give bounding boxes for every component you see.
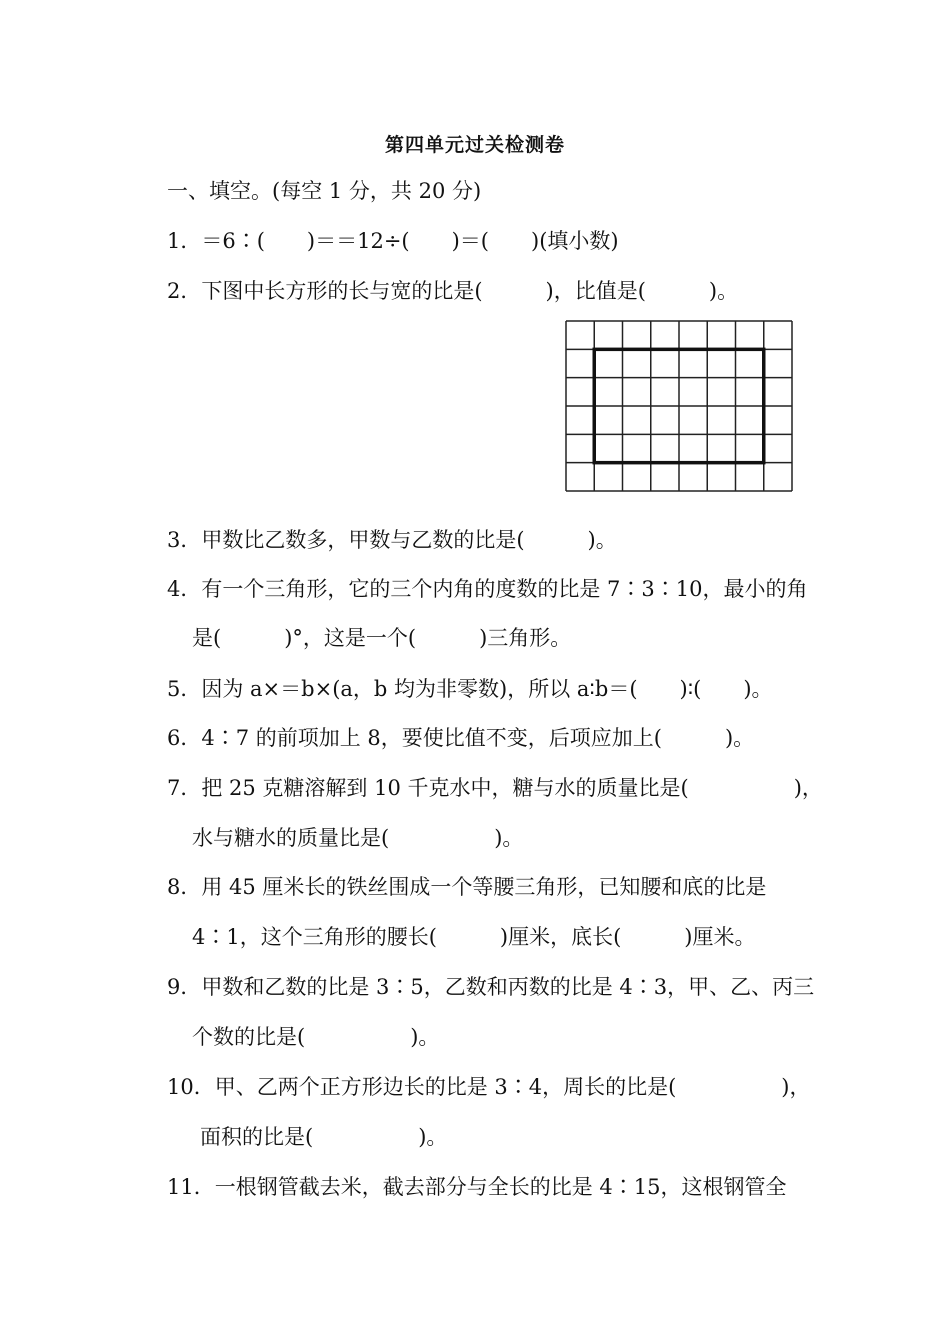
question-10-line-1: 10．甲、乙两个正方形边长的比是 3∶4，周长的比是( )，: [167, 1075, 811, 1099]
question-4-line-2: 是( )°，这是一个( )三角形。: [192, 626, 572, 650]
question-7-line-1: 7．把 25 克糖溶解到 10 千克水中，糖与水的质量比是( )，: [167, 776, 823, 800]
question-9-line-1: 9．甲数和乙数的比是 3∶5，乙数和丙数的比是 4∶3，甲、乙、丙三: [167, 975, 815, 999]
question-4-line-1: 4．有一个三角形，它的三个内角的度数的比是 7∶3∶10，最小的角: [167, 577, 808, 601]
grid-figure: [565, 320, 793, 492]
question-6: 6．4∶7 的前项加上 8，要使比值不变，后项应加上( )。: [167, 726, 755, 750]
question-8-line-1: 8．用 45 厘米长的铁丝围成一个等腰三角形，已知腰和底的比是: [167, 875, 767, 899]
question-7-line-2: 水与糖水的质量比是( )。: [192, 826, 524, 850]
question-10-line-2: 面积的比是( )。: [200, 1125, 448, 1149]
question-11-line-1: 11．一根钢管截去米，截去部分与全长的比是 4∶15，这根钢管全: [167, 1175, 787, 1199]
question-2: 2．下图中长方形的长与宽的比是( )，比值是( )。: [167, 279, 739, 303]
question-8-line-2: 4∶1，这个三角形的腰长( )厘米，底长( )厘米。: [192, 925, 756, 949]
question-5: 5．因为 a×＝b×(a，b 均为非零数)，所以 a∶b＝( )∶( )。: [167, 677, 773, 701]
question-1: 1．＝6∶( )＝＝12÷( )＝( )(填小数): [167, 229, 619, 253]
question-3: 3．甲数比乙数多，甲数与乙数的比是( )。: [167, 528, 617, 552]
section-heading: 一、填空。(每空 1 分，共 20 分): [167, 179, 482, 203]
page-title: 第四单元过关检测卷: [384, 134, 565, 156]
question-9-line-2: 个数的比是( )。: [192, 1025, 440, 1049]
